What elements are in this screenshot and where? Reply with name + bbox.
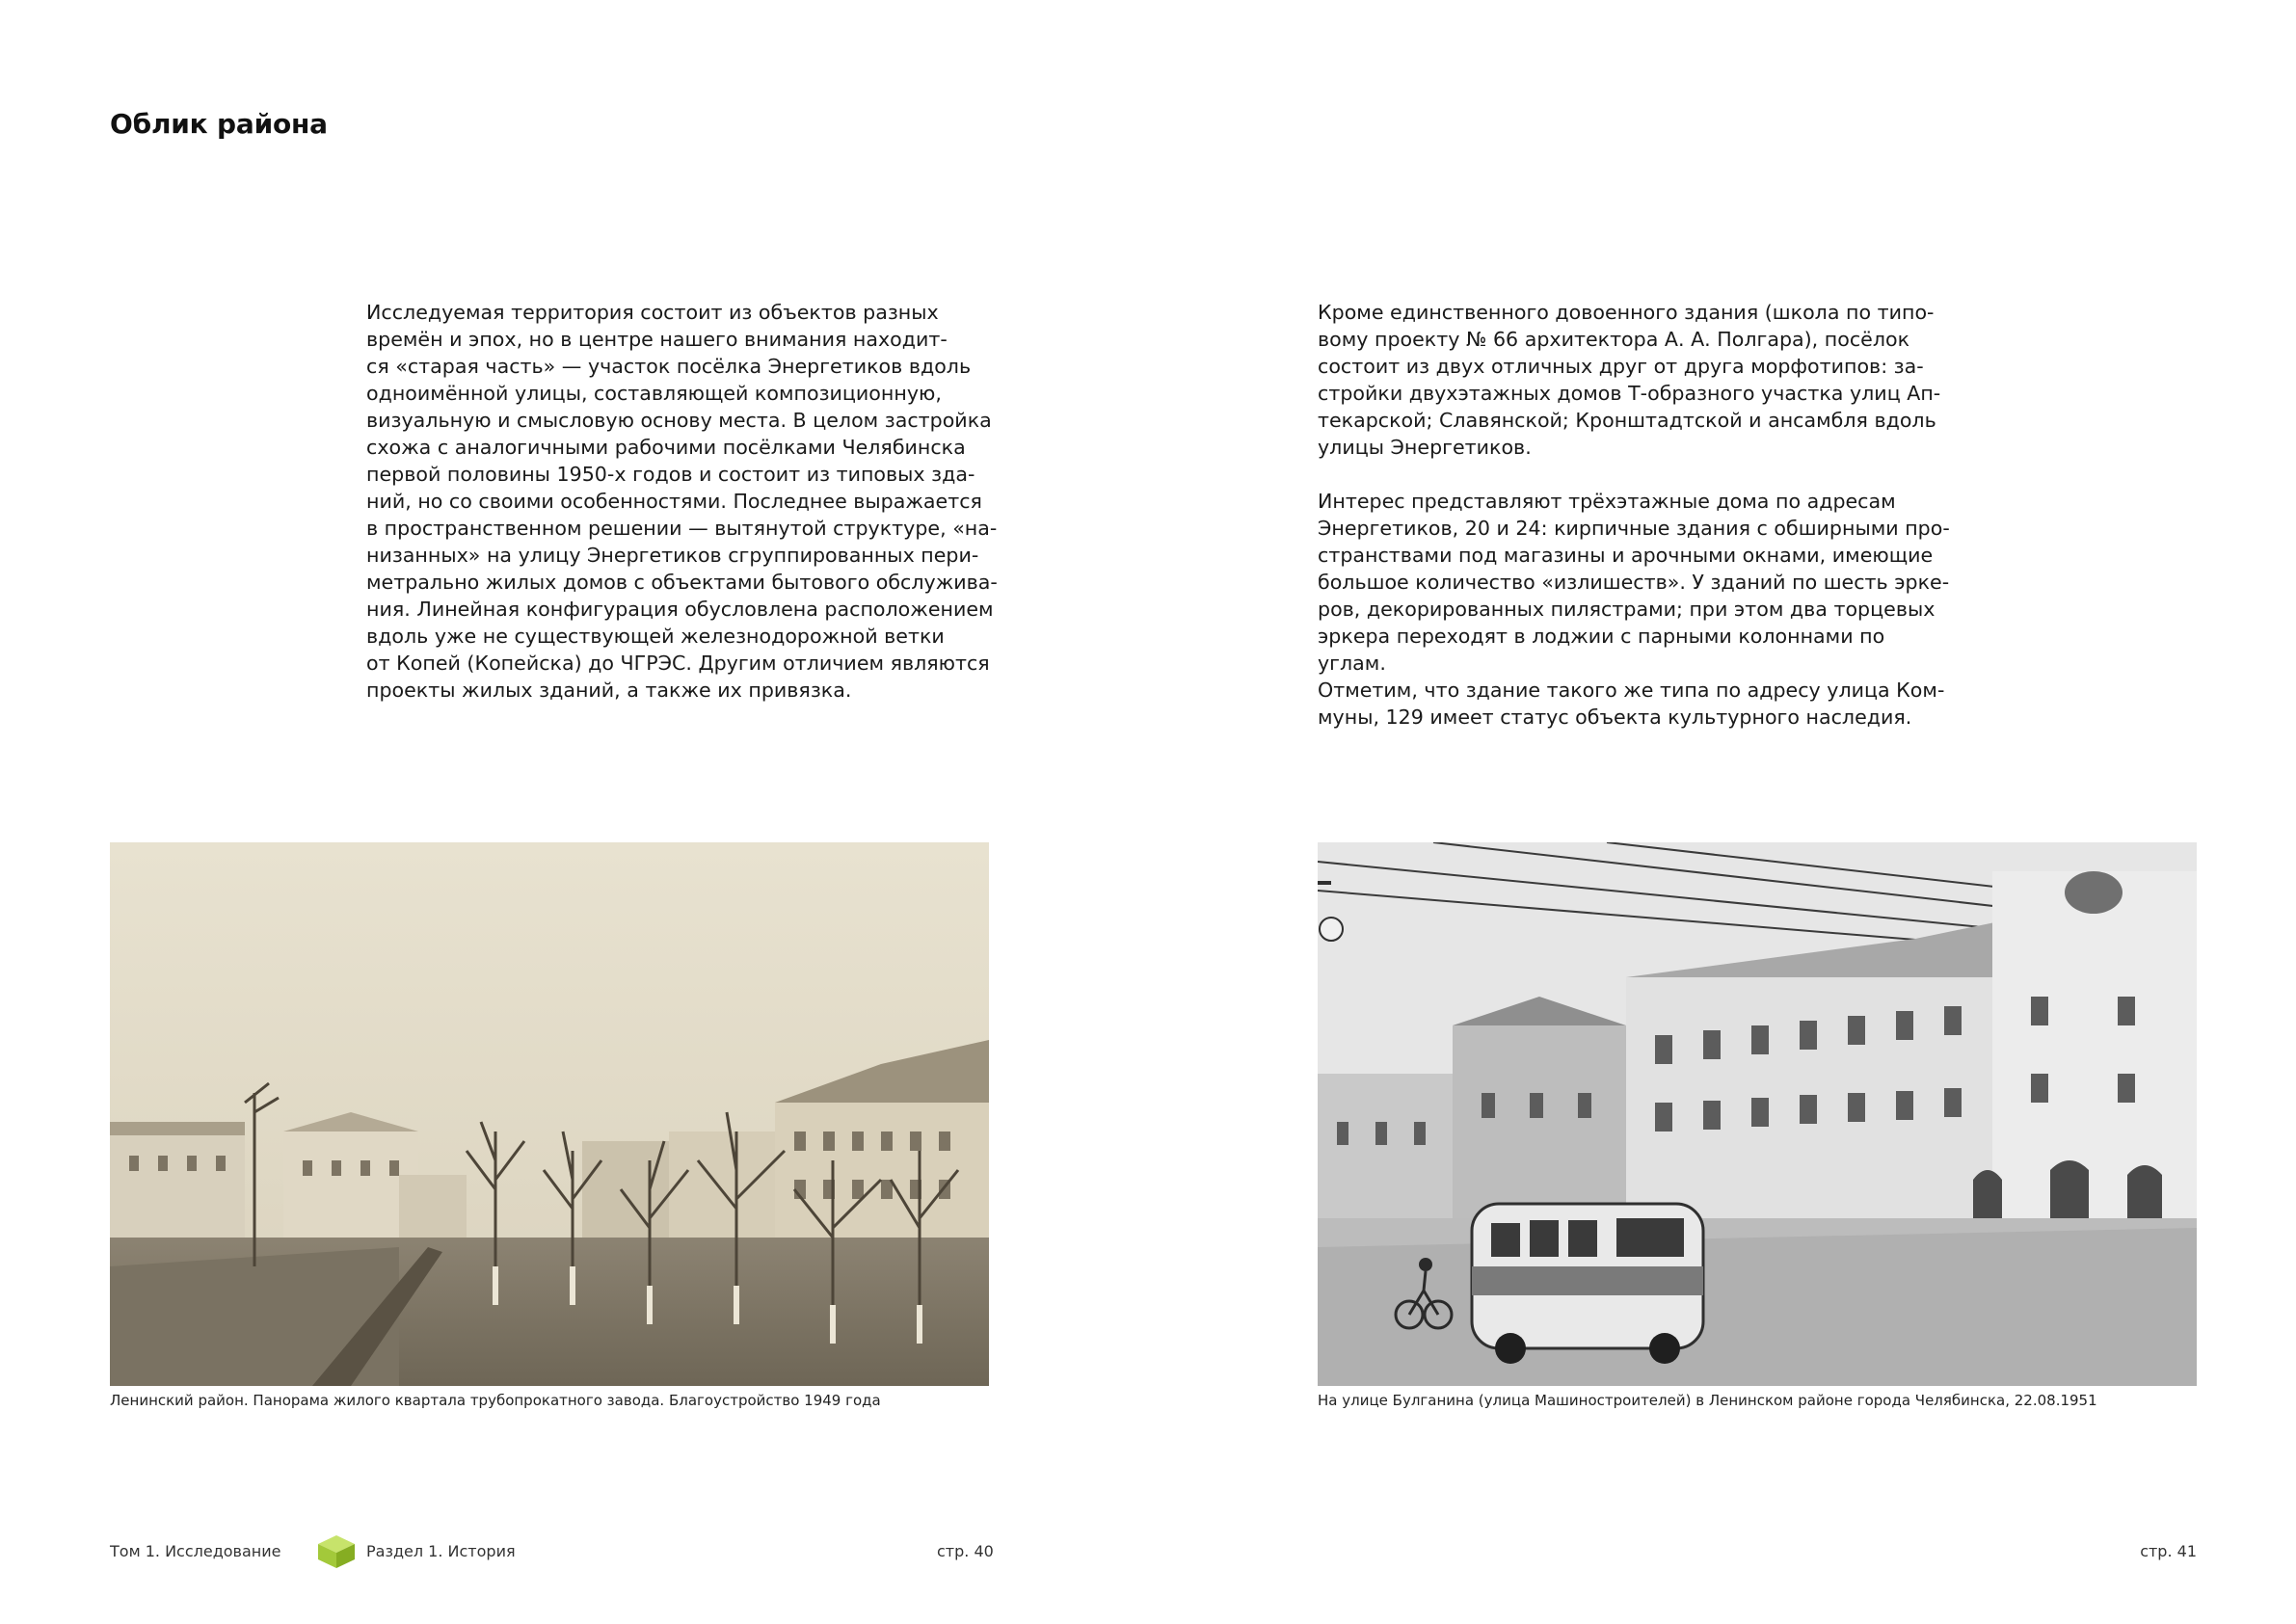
text-column-right — [1318, 299, 1954, 758]
photo-caption-left: Ленинский район. Панорама жилого квартала трубопрокатного завода. Благоустройство 1949 года — [110, 1392, 881, 1409]
body-paragraph: Кроме единственного довоенного здания (школа по типо- вому проекту № 66 архитектора А. А. Полгара), посёлок состоит из двух отличных друг от друга морфотипов: за- стройки двухэтажных домов Т-образного участка улиц Ап- текарской; Славянской; Кронштадтской и ансамбля вдоль улицы Энергетиков. — [1318, 301, 1941, 459]
body-paragraph: Интерес представляют трёхэтажные дома по адресам Энергетиков, 20 и 24: кирпичные здания с обширными про- странствами под магазины и арочными окнами, имеющие большое количество «излишеств». У зданий по шесть эрке- ров, декорированных пилястрами; при этом два торцевых эркера переходят в лоджии с парными колоннами по углам. Отметим, что здание такого же типа по адресу улица Ком- муны, 129 имеет статус объекта культурного наследия. — [1318, 490, 1950, 729]
photo-residential-panorama — [110, 842, 989, 1386]
footer-section-label: Раздел 1. История — [366, 1542, 516, 1560]
photo-bulganin-street — [1318, 842, 2197, 1386]
body-paragraph: Исследуемая территория состоит из объектов разных времён и эпох, но в центре нашего внимания находит- ся «старая часть» — участок посёлка Энергетиков вдоль одноимённой улицы, составляющей композиционную, визуальную и смысловую основу места. В целом застройка схожа с аналогичными рабочими посёлками Челябинска первой половины 1950-х годов и состоит из типовых зда- ний, но со своими особенностями. Последнее выражается в пространственном решении — вытянутой структуре, «на- низанных» на улицу Энергетиков сгруппированных пери- метрально жилых домов с объектами бытового обслужива- ния. Линейная конфигурация обусловлена расположением вдоль уже не существующей железнодорожной ветки от Копей (Копейска) до ЧГРЭС. Другим отличием являются проекты жилых зданий, а также их привязка. — [366, 301, 998, 702]
text-column-left — [366, 299, 1002, 731]
page-number-right: стр. 41 — [2140, 1542, 2197, 1560]
page-title: Облик района — [110, 108, 328, 140]
green-cube-icon — [316, 1533, 357, 1570]
page-number-left: стр. 40 — [937, 1542, 994, 1560]
footer-volume-label: Том 1. Исследование — [110, 1542, 281, 1560]
photo-image — [110, 842, 989, 1386]
photo-image — [1318, 842, 2197, 1386]
photo-caption-right: На улице Булганина (улица Машиностроителей) в Ленинском районе города Челябинска, 22.08.1951 — [1318, 1392, 2097, 1409]
